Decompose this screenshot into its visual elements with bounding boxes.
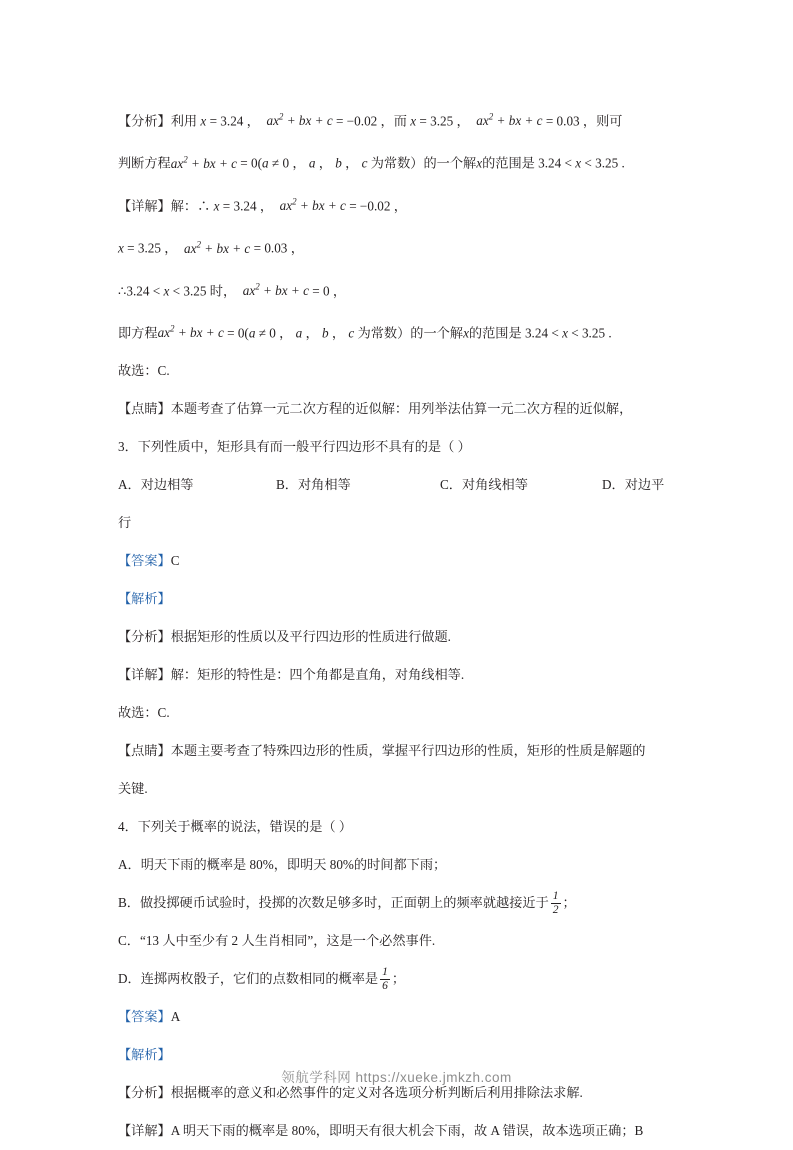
question-4-xiangjie: 【详解】A 明天下雨的概率是 80%，即明天有很大机会下雨，故 A 错误，故本选项正确；B [118, 1123, 644, 1139]
question-3-answer [118, 542, 678, 580]
question-3-fenxi: 【分析】根据矩形的性质以及平行四边形的性质进行做题. [118, 629, 451, 645]
paragraph-analysis-body: 判断方程$ax^2$ + bx + c = 0(a ≠ 0 ， a ， b ， c 为常数）的一个解x的范围是 3.24 < x < 3.25 . [118, 154, 625, 171]
question-4-option-a[interactable]: A．明天下雨的概率是 80%，即明天 80%的时间都下雨； [118, 857, 447, 873]
answer-value: C [170, 553, 180, 569]
paragraph-detail-line2: x = 3.25 ， $ax^2$ + bx + c = 0.03 ， [118, 239, 304, 256]
paragraph-detail-line4: 即方程$ax^2$ + bx + c = 0(a ≠ 0 ， a ， b ， c 为常数）的一个解x的范围是 3.24 < x < 3.25 . [118, 323, 612, 341]
question-3-dianjing-line1: 【点睛】本题主要考查了特殊四边形的性质，掌握平行四边形的性质，矩形的性质是解题的 [118, 743, 646, 759]
answer-label: 【答案】 [118, 1009, 171, 1025]
question-4-text: 下列关于概率的说法，错误的是（ ） [137, 819, 353, 835]
question-3-stem [118, 428, 678, 466]
question-3-analysis-label: 【解析】 [118, 591, 171, 607]
question-4-option-b[interactable]: B．做投掷硬币试验时，投掷的次数足够多时，正面朝上的频率就越接近于 $\frac{1}{2}$ ； [118, 889, 576, 916]
question-4-answer [118, 998, 678, 1036]
page-footer: 领航学科网 https://xueke.jmkzh.com [281, 1070, 512, 1085]
question-4-option-d[interactable]: D．连掷两枚骰子，它们的点数相同的概率是 $\frac{1}{6}$ ； [118, 965, 406, 992]
document-body [118, 98, 678, 1150]
question-3-text: 下列性质中，矩形具有而一般平行四边形不具有的是（ ） [137, 439, 471, 455]
question-4-stem [118, 808, 678, 846]
paragraph-detail-intro: 【详解】解：∴ x = 3.24 ， $ax^2$ + bx + c = −0.02 ， [118, 196, 407, 214]
option-b[interactable]: B．对角相等 [276, 477, 351, 493]
question-4-number: 4． [118, 819, 138, 835]
analysis-label: 【分析】利用 [118, 113, 201, 129]
fraction-one-sixth: $\frac{1}{6}$ [382, 965, 388, 992]
paragraph-detail-line3: ∴3.24 < x < 3.25 时， $ax^2$ + bx + c = 0 ， [118, 281, 347, 298]
paragraph-dianjing: 【点睛】本题考查了估算一元二次方程的近似解：用列举法估算一元二次方程的近似解， [118, 401, 633, 417]
option-d[interactable]: D．对边平 [602, 477, 665, 493]
question-3-xiangjie: 【详解】解：矩形的特性是：四个角都是直角，对角线相等. [118, 667, 465, 683]
question-4-fenxi: 【分析】根据概率的意义和必然事件的定义对各选项分析判断后利用排除法求解. [118, 1085, 583, 1101]
option-c[interactable]: C．对角线相等 [440, 477, 528, 493]
fraction-one-half: $\frac{1}{2}$ [552, 889, 559, 916]
question-3-conclusion: 故选：C. [118, 705, 170, 721]
question-3-options [118, 466, 678, 504]
question-3-number: 3． [118, 439, 138, 455]
paragraph-analysis-intro: 【分析】利用 x = 3.24 ， $ax^2$ + bx + c = −0.02 ，而 x = 3.25 ， $ax^2$ + bx + c = 0.03 ，则可 [118, 112, 623, 129]
answer-value: A [170, 1009, 181, 1025]
question-3-option-wrap: 行 [118, 515, 132, 531]
question-4-analysis-label: 【解析】 [118, 1047, 171, 1063]
option-a[interactable]: A．对边相等 [118, 477, 194, 493]
paragraph-choice-result: 故选：C. [118, 363, 170, 379]
answer-label: 【答案】 [118, 553, 171, 569]
question-4-option-c[interactable]: C．“13 人中至少有 2 人生肖相同”，这是一个必然事件. [118, 933, 436, 949]
question-3-dianjing-line2: 关键. [118, 781, 148, 797]
